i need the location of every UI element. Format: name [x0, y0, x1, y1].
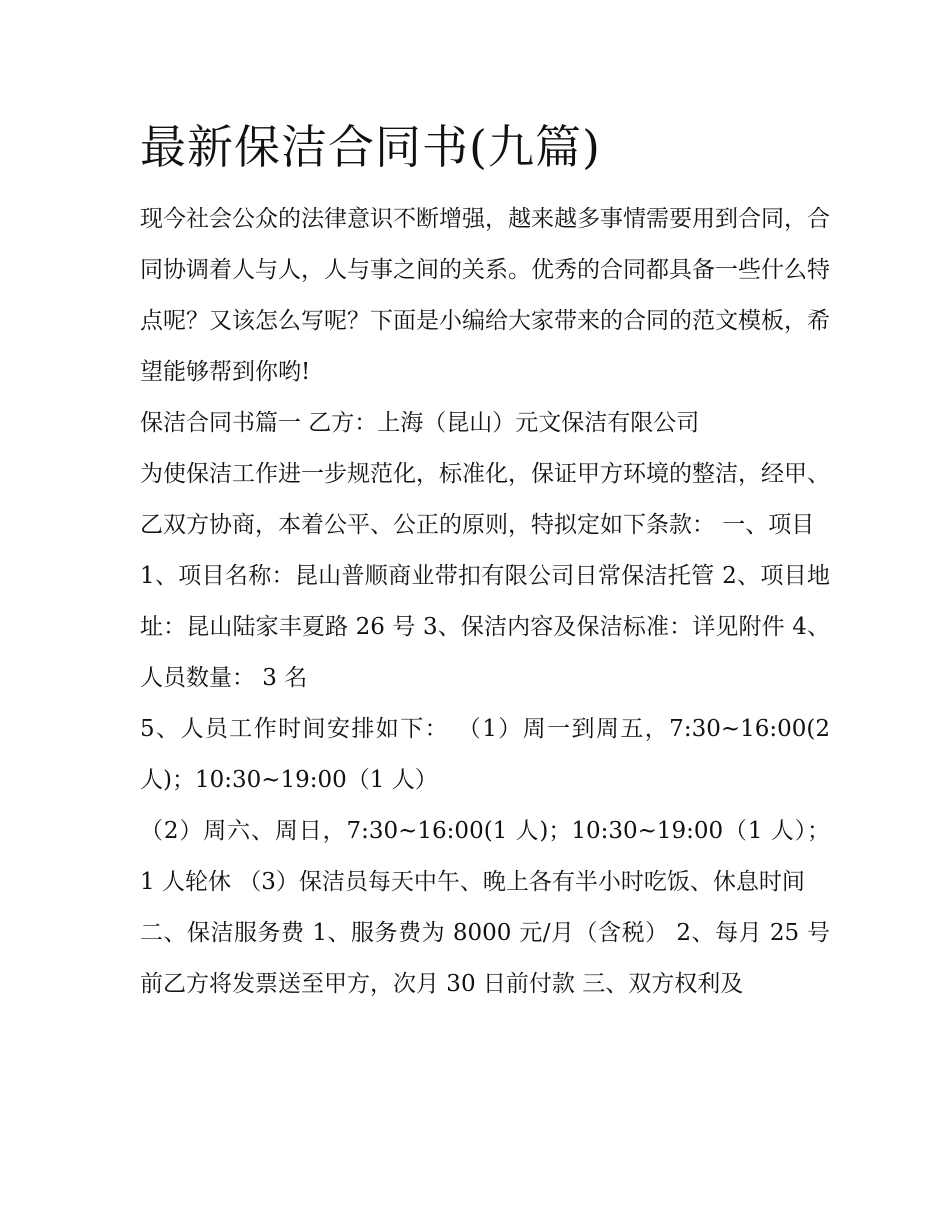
contract-heading-paragraph: 保洁合同书篇一 乙方：上海（昆山）元文保洁有限公司: [140, 410, 700, 436]
document-title: 最新保洁合同书(九篇): [140, 120, 601, 174]
purpose-paragraph: 为使保洁工作进一步规范化，标准化，保证甲方环境的整洁，经甲、乙双方协商，本着公平、公正的原则，特拟定如下条款： 一、项目: [140, 461, 830, 538]
intro-paragraph: 现今社会公众的法律意识不断增强，越来越多事情需要用到合同，合同协调着人与人，人与事之间的关系。优秀的合同都具备一些什么特点呢？又该怎么写呢？下面是小编给大家带来的合同的范文模板，希望能够帮到你哟!: [140, 206, 830, 385]
service-fee-paragraph: 二、保洁服务费 1、服务费为 8000 元/月（含税） 2、每月 25 号前乙方将发票送至甲方，次月 30 日前付款 三、双方权利及: [140, 920, 830, 997]
work-schedule-paragraph: 5、人员工作时间安排如下： （1）周一到周五，7:30~16:00(2 人)；10:30~19:00（1 人）: [140, 716, 830, 793]
document-body: [140, 114, 830, 1010]
project-details-paragraph: 1、项目名称：昆山普顺商业带扣有限公司日常保洁托管 2、项目地址：昆山陆家丰夏路 26 号 3、保洁内容及保洁标准：详见附件 4、人员数量： 3 名: [140, 563, 830, 691]
weekend-schedule-paragraph: （2）周六、周日，7:30~16:00(1 人)；10:30~19:00（1 人）； 1 人轮休 （3）保洁员每天中午、晚上各有半小时吃饭、休息时间: [140, 818, 830, 895]
